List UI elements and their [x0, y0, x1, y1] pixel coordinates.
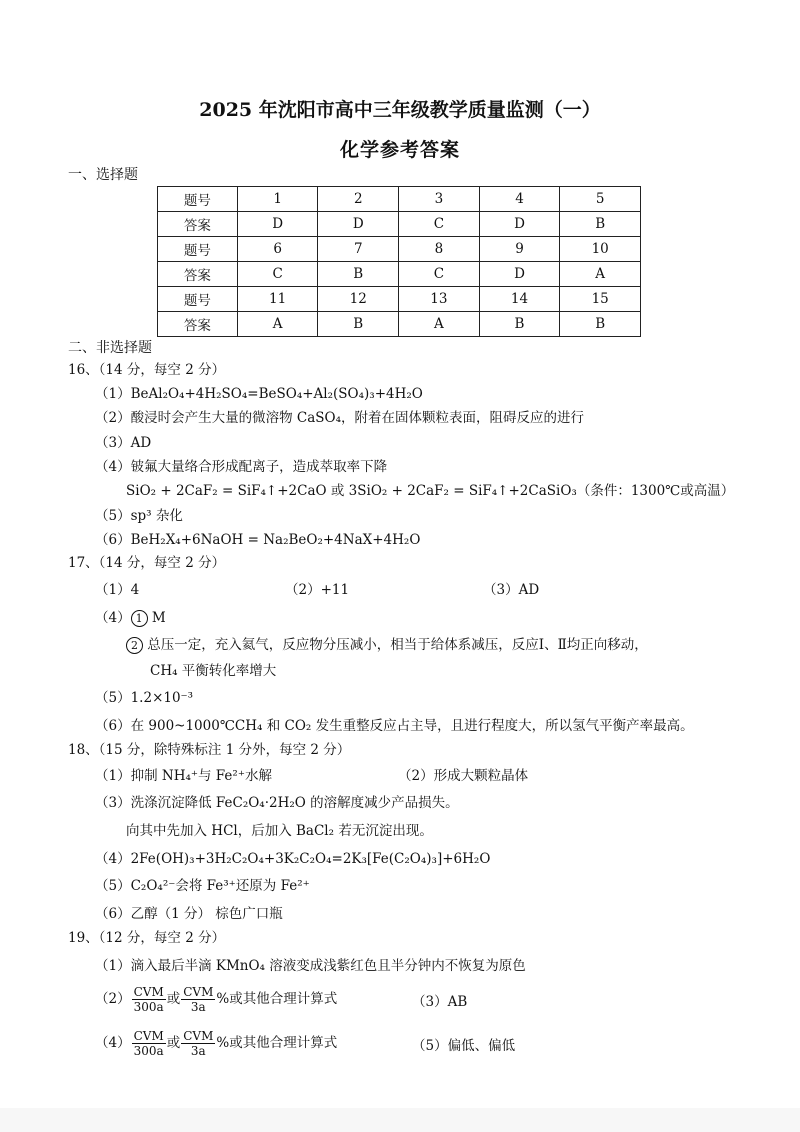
table-cell: D: [237, 212, 318, 237]
table-cell: D: [479, 212, 560, 237]
table-row-header: 题号: [158, 287, 238, 312]
q16-answer-4-equation: SiO₂ + 2CaF₂ = SiF₄↑+2CaO 或 3SiO₂ + 2CaF₂ = SiF₄↑+2CaSiO₃（条件：1300℃或高温）: [126, 483, 735, 499]
table-row-header: 答案: [158, 262, 238, 287]
q16-answer-2: （2）酸浸时会产生大量的微溶物 CaSO₄，附着在固体颗粒表面，阻碍反应的进行: [95, 410, 584, 426]
table-cell: 14: [479, 287, 560, 312]
q17-answer-4: （4） 1 M: [95, 610, 166, 626]
q16-answer-4: （4）铍氟大量络合形成配离子，造成萃取率下降: [95, 459, 388, 475]
table-cell: 2: [318, 187, 399, 212]
table-cell: B: [479, 312, 560, 337]
q18-answer-1: （1）抑制 NH₄⁺与 Fe²⁺水解: [95, 768, 272, 784]
q17-heading: 17、（14 分，每空 2 分）: [68, 555, 226, 571]
q19-answer-5: （5）偏低、偏低: [412, 1038, 516, 1054]
table-row: [158, 237, 641, 262]
q16-answer-1: （1）BeAl₂O₄+4H₂SO₄=BeSO₄+Al₂(SO₄)₃+4H₂O: [95, 386, 423, 402]
q16-heading: 16、（14 分，每空 2 分）: [68, 362, 226, 378]
q18-answer-2: （2）形成大颗粒晶体: [398, 768, 529, 784]
q17-answer-3: （3）AD: [483, 582, 540, 598]
q19-answer-4: （4） $\frac{\text{CVM}}{300a}$ 或 $\frac{\text{CVM}}{3a}$ %或其他合理计算式: [95, 1029, 338, 1058]
q18-answer-3-cont: 向其中先加入 HCl，后加入 BaCl₂ 若无沉淀出现。: [126, 823, 433, 839]
section-1-label: 一、选择题: [68, 167, 138, 183]
circled-number-1: 1: [131, 610, 148, 627]
q18-answer-3: （3）洗涤沉淀降低 FeC₂O₄·2H₂O 的溶解度减少产品损失。: [95, 795, 459, 811]
table-cell: D: [479, 262, 560, 287]
q16-answer-3: （3）AD: [95, 435, 152, 451]
table-cell: B: [318, 312, 399, 337]
q17-answer-6: （6）在 900~1000℃CH₄ 和 CO₂ 发生重整反应占主导，且进行程度大，所以氢气平衡产率最高。: [95, 718, 694, 734]
table-cell: A: [237, 312, 318, 337]
table-cell: 11: [237, 287, 318, 312]
q17-answer-1: （1）4: [95, 582, 140, 598]
table-row-header: 答案: [158, 212, 238, 237]
q19-answer-2: （2） $\frac{\text{CVM}}{300a}$ 或 $\frac{\text{CVM}}{3a}$ %或其他合理计算式: [95, 985, 338, 1014]
table-cell: 9: [479, 237, 560, 262]
table-cell: A: [399, 312, 480, 337]
table-cell: 7: [318, 237, 399, 262]
table-cell: B: [318, 262, 399, 287]
fraction-2: $\frac{\text{CVM}}{3a}$: [183, 985, 214, 1014]
table-row: [158, 287, 641, 312]
table-cell: 10: [560, 237, 641, 262]
document-subtitle: 化学参考答案: [339, 139, 460, 161]
fraction-3: $\frac{\text{CVM}}{300a}$: [133, 1029, 164, 1058]
table-cell: C: [399, 212, 480, 237]
table-row: [158, 262, 641, 287]
table-cell: 3: [399, 187, 480, 212]
table-cell: 6: [237, 237, 318, 262]
q17-answer-2: （2）+11: [285, 582, 350, 598]
q18-heading: 18、（15 分，除特殊标注 1 分外，每空 2 分）: [68, 742, 351, 758]
fraction-1: $\frac{\text{CVM}}{300a}$: [133, 985, 164, 1014]
scan-edge: [0, 1108, 800, 1132]
table-cell: B: [560, 312, 641, 337]
table-cell: 15: [560, 287, 641, 312]
answer-table: [157, 186, 641, 337]
q17-answer-4-part-2-cont: CH₄ 平衡转化率增大: [150, 663, 277, 679]
q17-answer-4-part-2: 2 总压一定，充入氦气，反应物分压减小，相当于给体系减压，反应Ⅰ、Ⅱ均正向移动，: [126, 636, 648, 654]
section-2-label: 二、非选择题: [68, 340, 152, 356]
q19-answer-1: （1）滴入最后半滴 KMnO₄ 溶液变成浅紫红色且半分钟内不恢复为原色: [95, 958, 526, 974]
document-title: 2025 年沈阳市高中三年级教学质量监测（一）: [199, 99, 601, 121]
table-row-header: 题号: [158, 237, 238, 262]
q17-answer-5: （5）1.2×10⁻³: [95, 690, 194, 706]
table-cell: 12: [318, 287, 399, 312]
table-cell: B: [560, 212, 641, 237]
table-cell: 13: [399, 287, 480, 312]
table-row: [158, 312, 641, 337]
table-cell: 8: [399, 237, 480, 262]
q16-answer-6: （6）BeH₂X₄+6NaOH = Na₂BeO₂+4NaX+4H₂O: [95, 532, 421, 548]
q19-heading: 19、（12 分，每空 2 分）: [68, 930, 226, 946]
table-cell: 4: [479, 187, 560, 212]
table-cell: D: [318, 212, 399, 237]
table-cell: 1: [237, 187, 318, 212]
table-cell: C: [399, 262, 480, 287]
table-cell: A: [560, 262, 641, 287]
q19-answer-3: （3）AB: [412, 994, 468, 1010]
q18-answer-4: （4）2Fe(OH)₃+3H₂C₂O₄+3K₂C₂O₄=2K₃[Fe(C₂O₄)₃]+6H₂O: [95, 851, 491, 867]
table-row-header: 题号: [158, 187, 238, 212]
q18-answer-5: （5）C₂O₄²⁻会将 Fe³⁺还原为 Fe²⁺: [95, 878, 310, 894]
q16-answer-5: （5）sp³ 杂化: [95, 508, 183, 524]
circled-number-2: 2: [126, 637, 143, 654]
table-row: [158, 187, 641, 212]
table-row: [158, 212, 641, 237]
table-cell: C: [237, 262, 318, 287]
table-row-header: 答案: [158, 312, 238, 337]
q18-answer-6: （6）乙醇（1 分） 棕色广口瓶: [95, 906, 283, 922]
table-cell: 5: [560, 187, 641, 212]
fraction-4: $\frac{\text{CVM}}{3a}$: [183, 1029, 214, 1058]
